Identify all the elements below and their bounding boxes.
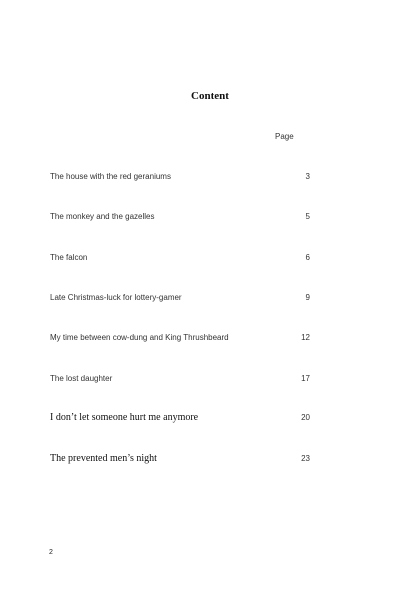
toc-entry-title: The falcon [50,253,88,262]
toc-entry-title: I don’t let someone hurt me anymore [50,412,199,423]
footer-page-number: 2 [49,549,53,556]
toc-entry-page: 23 [301,454,310,463]
toc-entry[interactable] [50,172,310,186]
toc-entry-page: 6 [305,253,310,262]
page-title: Content [191,90,229,102]
toc-entry-page: 3 [305,172,310,181]
toc-entry[interactable] [50,413,310,427]
toc-entry[interactable] [50,293,310,307]
toc-entry-title: The house with the red geraniums [50,172,171,181]
toc-entry[interactable] [50,374,310,388]
toc-entry-page: 9 [305,293,310,302]
toc-entry[interactable] [50,333,310,347]
toc-entry[interactable] [50,454,310,468]
toc-entry-page: 12 [301,333,310,342]
page-column-header: Page [275,132,294,141]
toc-entry[interactable] [50,212,310,226]
toc-entry-title: The prevented men’s night [50,453,157,464]
toc-entry-page: 5 [305,212,310,221]
toc-entry-title: The monkey and the gazelles [50,212,155,221]
toc-entry-title: The lost daughter [50,374,113,383]
toc-entry-page: 20 [301,413,310,422]
toc-entry-title: My time between cow-dung and King Thrushbeard [50,333,229,342]
toc-entry[interactable] [50,253,310,267]
toc-entry-page: 17 [301,374,310,383]
toc-entry-title: Late Christmas-luck for lottery-gamer [50,293,182,302]
